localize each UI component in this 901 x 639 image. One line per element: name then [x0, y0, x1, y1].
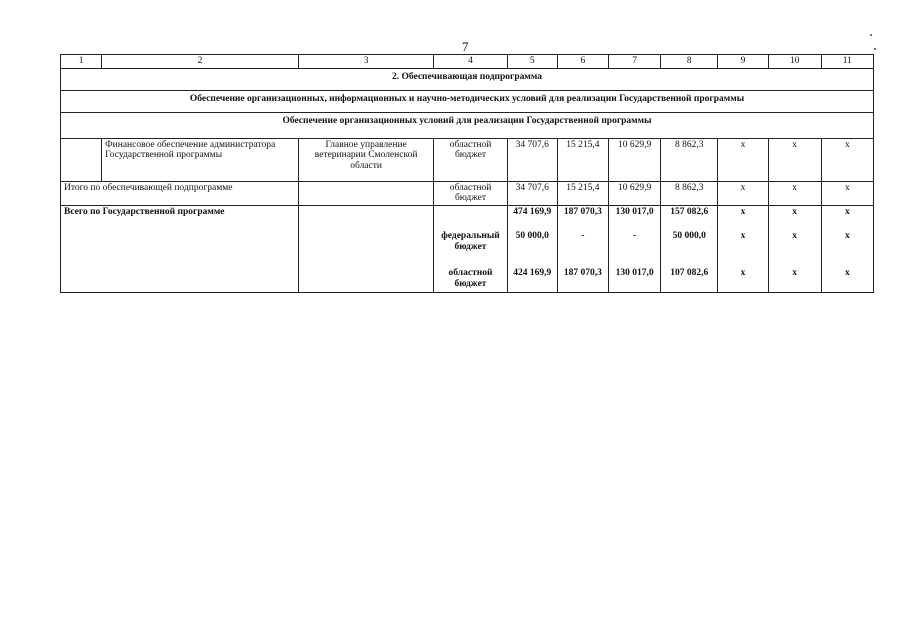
- subtotal-name: Итого по обеспечивающей подпрограмме: [61, 181, 299, 205]
- regional-y2: 130 017,0: [608, 267, 660, 292]
- grand-total-y3: 157 082,6: [661, 205, 718, 230]
- federal-y1: -: [557, 230, 608, 267]
- federal-source: федеральный бюджет: [434, 230, 507, 267]
- subtotal-y2: 10 629,9: [608, 181, 660, 205]
- regional-c11: х: [821, 267, 873, 292]
- col-number: 4: [434, 55, 507, 69]
- col-number: 5: [507, 55, 557, 69]
- financing-name: Финансовое обеспечение администратора Государственной программы: [102, 138, 299, 181]
- grand-total-c9: х: [718, 205, 768, 230]
- financing-executor: Главное управление ветеринарии Смоленской области: [298, 138, 434, 181]
- col-number: 10: [768, 55, 821, 69]
- scan-speck: [874, 48, 876, 50]
- federal-y3: 50 000,0: [661, 230, 718, 267]
- federal-y2: -: [608, 230, 660, 267]
- goal-row: [61, 90, 874, 112]
- grand-total-row: [61, 205, 874, 230]
- subtotal-c10: х: [768, 181, 821, 205]
- budget-table: [60, 54, 874, 293]
- subtotal-source: областной бюджет: [434, 181, 507, 205]
- federal-total: 50 000,0: [507, 230, 557, 267]
- regional-y1: 187 070,3: [557, 267, 608, 292]
- col-number: 6: [557, 55, 608, 69]
- page-number: 7: [462, 39, 469, 54]
- regional-y3: 107 082,6: [661, 267, 718, 292]
- task-title: Обеспечение организационных условий для реализации Государственной программы: [61, 112, 874, 138]
- financing-y1: 15 215,4: [557, 138, 608, 181]
- col-number: 7: [608, 55, 660, 69]
- grand-total-y2: 130 017,0: [608, 205, 660, 230]
- subprogram-title: 2. Обеспечивающая подпрограмма: [61, 68, 874, 90]
- subtotal-c9: х: [718, 181, 768, 205]
- subprogram-row: [61, 68, 874, 90]
- column-number-row: [61, 55, 874, 69]
- regional-c9: х: [718, 267, 768, 292]
- financing-y3: 8 862,3: [661, 138, 718, 181]
- row-index: [61, 138, 102, 181]
- subtotal-total: 34 707,6: [507, 181, 557, 205]
- subtotal-y1: 15 215,4: [557, 181, 608, 205]
- federal-c9: х: [718, 230, 768, 267]
- grand-total-c10: х: [768, 205, 821, 230]
- subtotal-y3: 8 862,3: [661, 181, 718, 205]
- scan-speck: [870, 34, 872, 36]
- financing-row: [61, 138, 874, 181]
- financing-total: 34 707,6: [507, 138, 557, 181]
- regional-source: областной бюджет: [434, 267, 507, 292]
- regional-total: 424 169,9: [507, 267, 557, 292]
- col-number: 2: [102, 55, 299, 69]
- financing-source: областной бюджет: [434, 138, 507, 181]
- grand-total-source: [434, 205, 507, 230]
- grand-total-executor: [298, 205, 434, 292]
- federal-c10: х: [768, 230, 821, 267]
- col-number: 11: [821, 55, 873, 69]
- goal-title: Обеспечение организационных, информационных и научно-методических условий для реализации Государственной программы: [61, 90, 874, 112]
- federal-c11: х: [821, 230, 873, 267]
- subtotal-c11: х: [821, 181, 873, 205]
- financing-c11: х: [821, 138, 873, 181]
- grand-total-c11: х: [821, 205, 873, 230]
- regional-c10: х: [768, 267, 821, 292]
- grand-total-y1: 187 070,3: [557, 205, 608, 230]
- task-row: [61, 112, 874, 138]
- grand-total-total: 474 169,9: [507, 205, 557, 230]
- subtotal-executor: [298, 181, 434, 205]
- col-number: 1: [61, 55, 102, 69]
- financing-c10: х: [768, 138, 821, 181]
- col-number: 9: [718, 55, 768, 69]
- col-number: 8: [661, 55, 718, 69]
- financing-c9: х: [718, 138, 768, 181]
- grand-total-name: Всего по Государственной программе: [61, 205, 299, 292]
- col-number: 3: [298, 55, 434, 69]
- subtotal-row: [61, 181, 874, 205]
- financing-y2: 10 629,9: [608, 138, 660, 181]
